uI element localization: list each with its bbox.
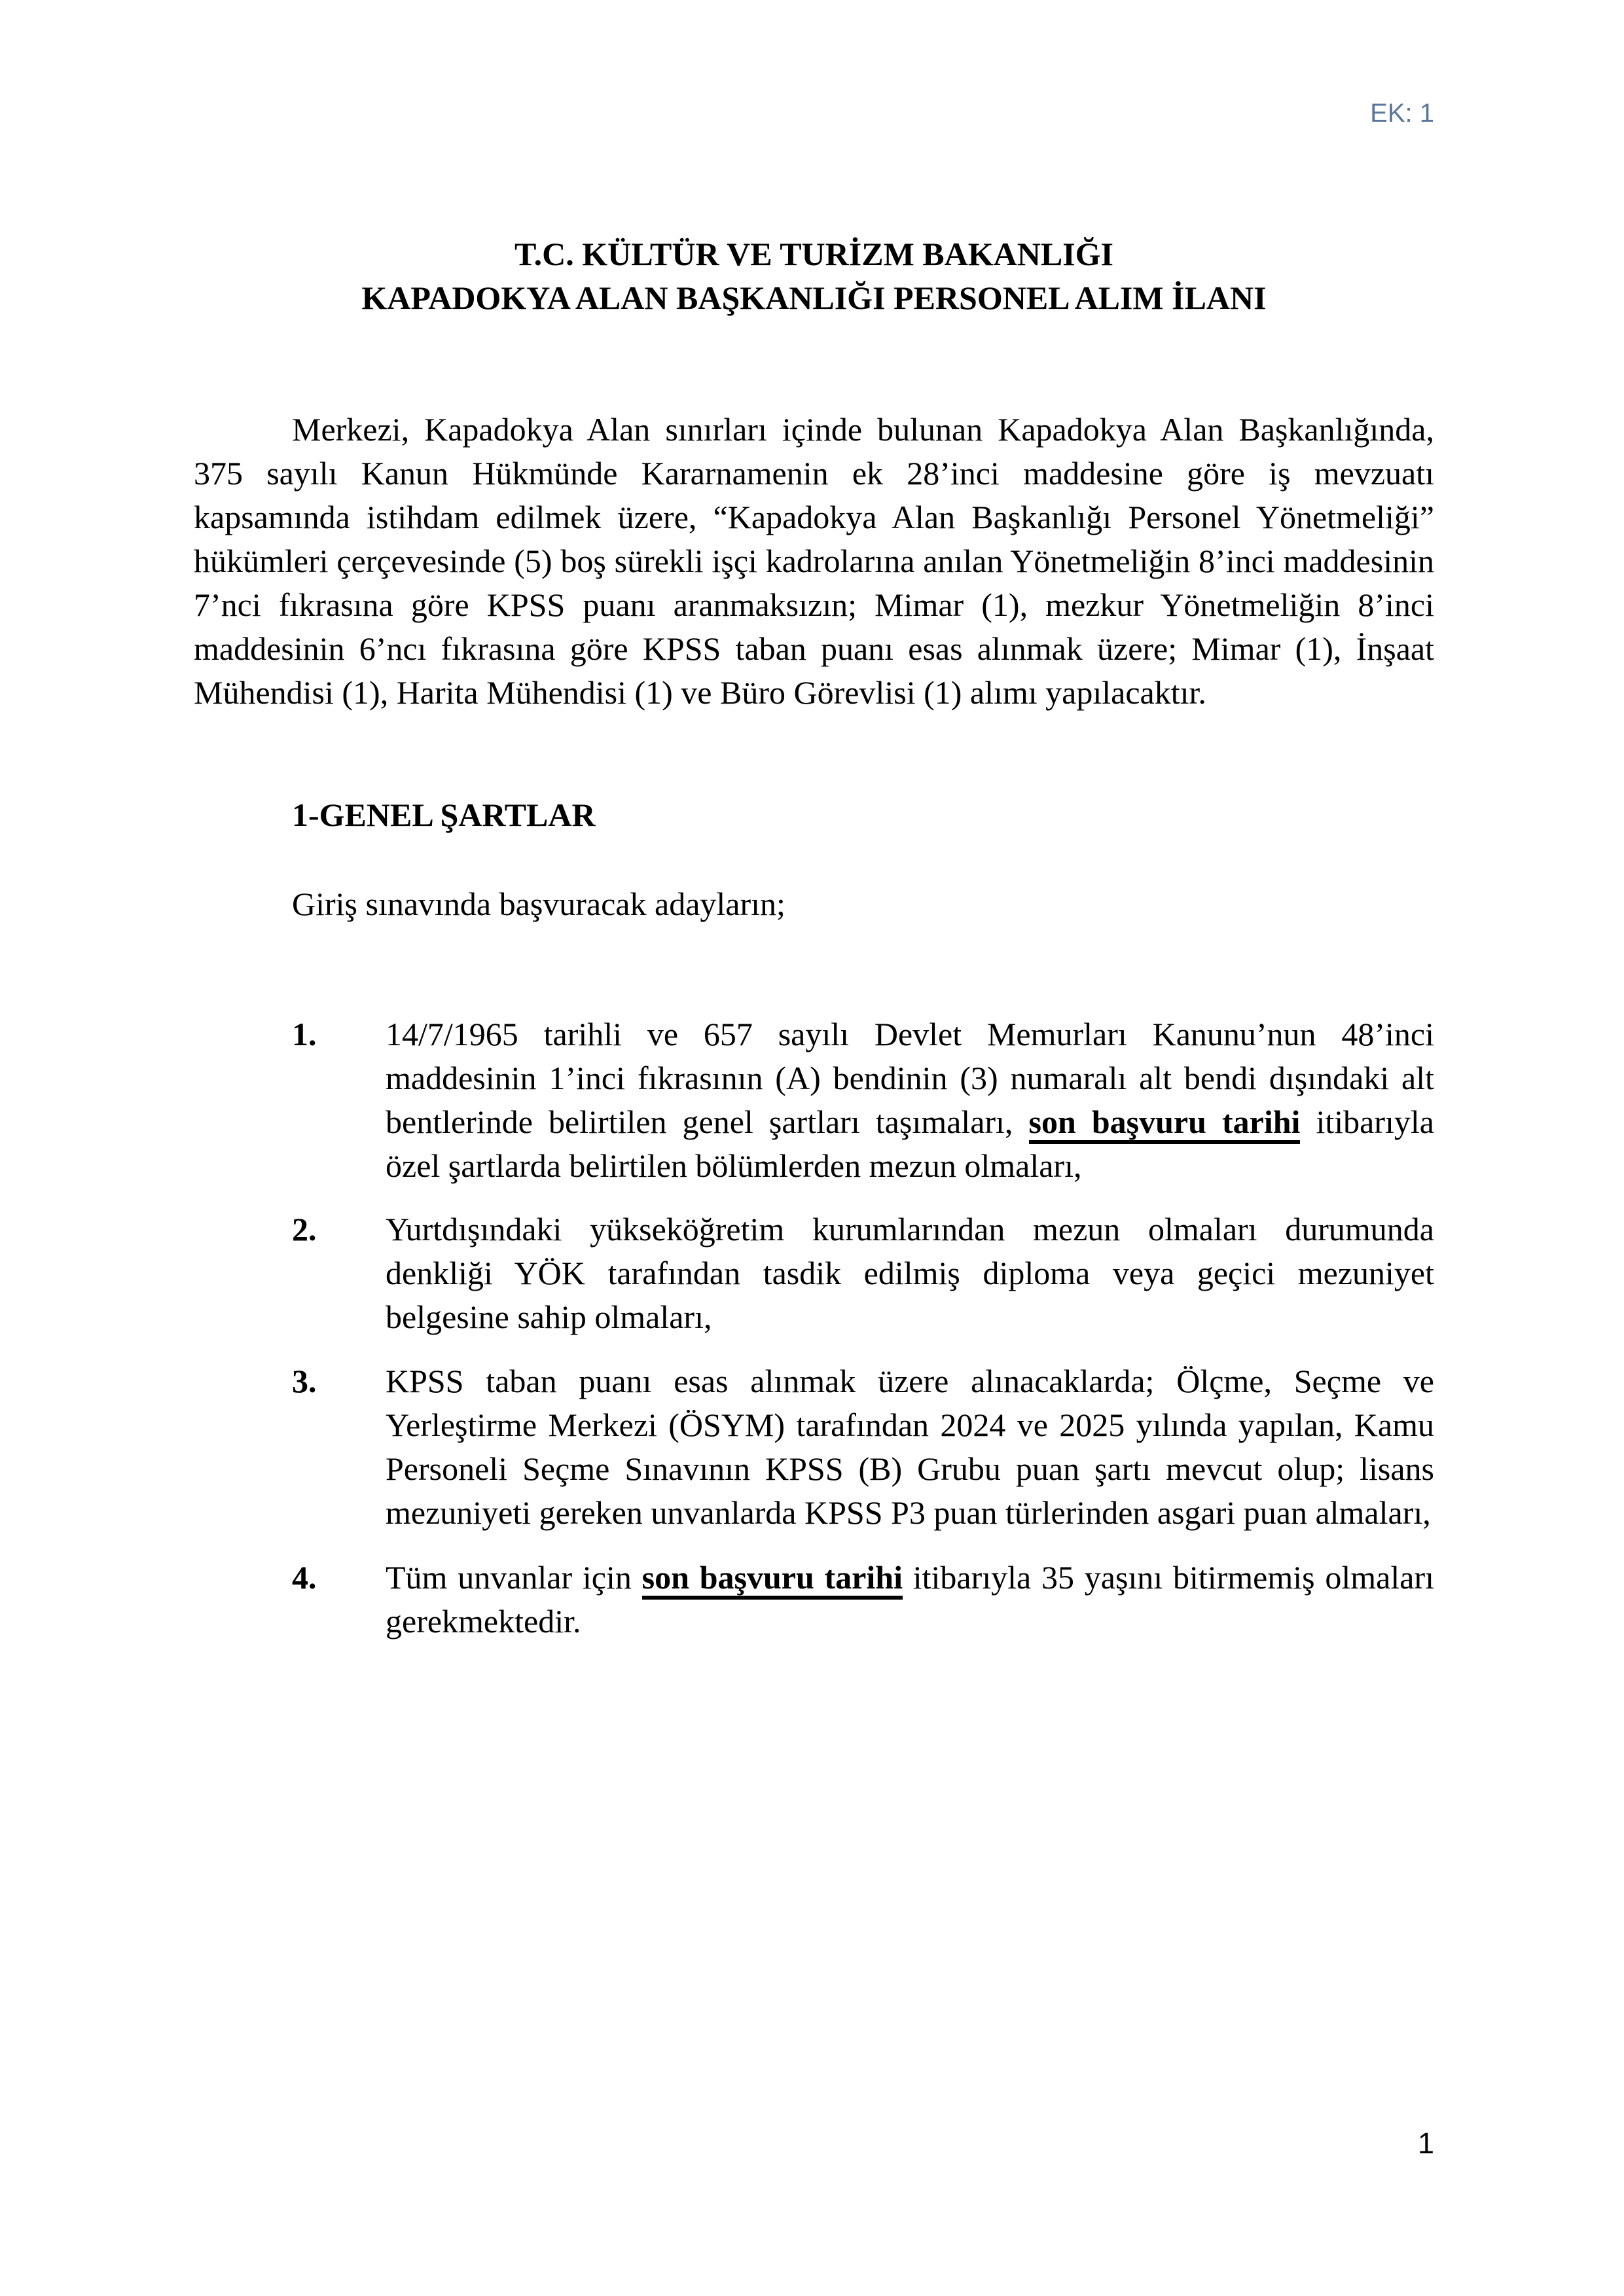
list-item-number: 2. — [292, 1211, 317, 1247]
list-item — [194, 1359, 1434, 1535]
list-item-text — [386, 1559, 1434, 1640]
emphasis-underline: son başvuru tarihi — [1029, 1103, 1301, 1144]
page-number: 1 — [1417, 2126, 1434, 2160]
title-line-1: T.C. KÜLTÜR VE TURİZM BAKANLIĞI — [514, 236, 1113, 272]
list-item-number: 1. — [292, 1016, 317, 1052]
list-item-text-before: 14/7/1965 tarihli ve 657 sayılı Devlet Memurları Kanunu’nun 48’inci maddesinin 1’inci fıkrasının (A) bendinin (3) numaralı alt bendi dışındaki alt bentlerinde belirtilen genel şartları taşımaları, — [386, 1016, 1434, 1140]
emphasis-underline: son başvuru tarihi — [642, 1559, 903, 1600]
intro-paragraph: Merkezi, Kapadokya Alan sınırları içinde bulunan Kapadokya Alan Başkanlığında, 375 sayılı Kanun Hükmünde Kararnamenin ek 28’inci maddesine göre iş mevzuatı kapsamında istihdam edilmek üzere, “Kapadokya Alan Başkanlığı Personel Yönetmeliği” hükümleri çerçevesinde (5) boş sürekli işçi kadrolarına anılan Yönetmeliğin 8’inci maddesinin 7’nci fıkrasına göre KPSS puanı aranmaksızın; Mimar (1), mezkur Yönetmeliğin 8’inci maddesinin 6’ncı fıkrasına göre KPSS taban puanı esas alınmak üzere; Mimar (1), İnşaat Mühendisi (1), Harita Mühendisi (1) ve Büro Görevlisi (1) alımı yapılacaktır. — [194, 411, 1434, 711]
section-intro: Giriş sınavında başvuracak adayların; — [292, 886, 785, 922]
annex-label: EK: 1 — [1370, 99, 1434, 128]
list-item-text-after: itibarıyla özel şartlarda belirtilen bölümlerden mezun olmaları, — [386, 1103, 1434, 1184]
list-item-text-before: Tüm unvanlar için — [386, 1559, 642, 1596]
list-item — [194, 1013, 1434, 1188]
document-title — [194, 232, 1434, 320]
list-item — [194, 1208, 1434, 1339]
list-item-number: 4. — [292, 1559, 317, 1596]
list-item-number: 3. — [292, 1363, 317, 1399]
list-item — [194, 1556, 1434, 1643]
section-heading: 1-GENEL ŞARTLAR — [292, 797, 596, 833]
list-item-text — [386, 1363, 1434, 1531]
list-item-text — [386, 1211, 1434, 1335]
list-item-text-before: Yurtdışındaki yükseköğretim kurumlarından mezun olmaları durumunda denkliği YÖK tarafından tasdik edilmiş diploma veya geçici mezuniyet belgesine sahip olmaları, — [386, 1211, 1434, 1335]
title-line-2: KAPADOKYA ALAN BAŞKANLIĞI PERSONEL ALIM İLANI — [361, 279, 1267, 316]
list-item-text — [386, 1016, 1434, 1184]
list-item-text-before: KPSS taban puanı esas alınmak üzere alınacaklarda; Ölçme, Seçme ve Yerleştirme Merkezi (ÖSYM) tarafından 2024 ve 2025 yılında yapılan, Kamu Personeli Seçme Sınavının KPSS (B) Grubu puan şartı mevcut olup; lisans mezuniyeti gereken unvanlarda KPSS P3 puan türlerinden asgari puan almaları, — [386, 1363, 1434, 1531]
list-item-text-after: itibarıyla 35 yaşını bitirmemiş olmaları gerekmektedir. — [386, 1559, 1434, 1640]
